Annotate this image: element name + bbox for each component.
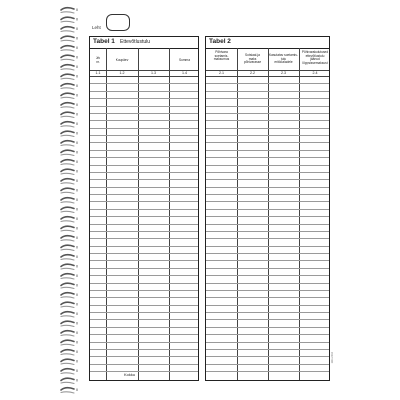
spiral-ring: [61, 350, 78, 355]
table-row-line: [206, 216, 329, 217]
table-row-line: [90, 142, 198, 143]
spiral-ring: [61, 131, 78, 136]
table-row-line: [206, 356, 329, 357]
table-2-header-1: Põhivara soetamis- maksumus: [213, 50, 230, 62]
spiral-ring: [61, 112, 78, 117]
table-row-line: [206, 371, 329, 372]
table-row-line: [206, 106, 329, 107]
table-row-line: [90, 364, 198, 365]
table-1-numbers-separator: [90, 76, 198, 77]
spiral-ring: [61, 236, 78, 241]
spiral-ring: [61, 302, 78, 307]
table-row-line: [206, 150, 329, 151]
spiral-ring: [61, 65, 78, 70]
spiral-ring: [61, 226, 78, 231]
table-row-line: [206, 327, 329, 328]
table-row-line: [90, 334, 198, 335]
table-1: [89, 36, 199, 381]
table-2-col-number: 2.4: [312, 71, 318, 75]
table-row-line: [206, 290, 329, 291]
spiral-ring: [61, 46, 78, 51]
spiral-ring: [61, 8, 78, 13]
spiral-ring: [61, 169, 78, 174]
table-row-line: [206, 275, 329, 276]
table-row-line: [90, 297, 198, 298]
table-1-col-number: 1.1: [95, 71, 101, 75]
table-row-line: [90, 194, 198, 195]
spiral-ring: [61, 293, 78, 298]
table-row-line: [90, 224, 198, 225]
table-row-line: [90, 312, 198, 313]
table-row-line: [90, 120, 198, 121]
spiral-ring: [61, 36, 78, 41]
table-row-line: [90, 275, 198, 276]
spiral-ring: [61, 55, 78, 60]
table-2-numbers-separator: [206, 76, 329, 77]
table-row-line: [206, 128, 329, 129]
table-row-line: [206, 209, 329, 210]
table-2-col-number: 2.3: [281, 71, 286, 75]
table-row-line: [206, 260, 329, 261]
table-1-total-label: Kokku: [124, 372, 136, 377]
table-row-line: [90, 253, 198, 254]
table-row-line: [206, 194, 329, 195]
table-row-line: [206, 231, 329, 232]
table-row-line: [90, 268, 198, 269]
table-row-line: [90, 305, 198, 306]
table-row-line: [206, 268, 329, 269]
table-row-line: [206, 135, 329, 136]
table-row-line: [206, 238, 329, 239]
table-1-col-number: 1.4: [182, 71, 187, 75]
table-row-line: [90, 106, 198, 107]
spiral-ring: [61, 255, 78, 260]
table-row-line: [90, 128, 198, 129]
table-row-line: [90, 172, 198, 173]
table-row-line: [206, 142, 329, 143]
spiral-ring: [61, 369, 78, 374]
table-row-line: [90, 91, 198, 92]
table-row-line: [206, 224, 329, 225]
table-2-col-number: 2.1: [219, 71, 224, 75]
table-row-line: [206, 283, 329, 284]
table-row-line: [90, 209, 198, 210]
table-row-line: [206, 349, 329, 350]
spiral-ring: [61, 84, 78, 89]
spiral-ring: [61, 207, 78, 212]
form-code: 1111-2012: [331, 352, 334, 364]
table-row-line: [206, 83, 329, 84]
table-row-line: [90, 113, 198, 114]
table-row-line: [90, 342, 198, 343]
table-1-col-number: 1.3: [151, 71, 156, 75]
spiral-ring: [61, 312, 78, 317]
spiral-ring: [61, 74, 78, 79]
table-row-line: [90, 238, 198, 239]
table-row-line: [90, 260, 198, 261]
table-row-line: [90, 327, 198, 328]
table-1-col-number: 1.2: [119, 71, 125, 75]
table-row-line: [90, 135, 198, 136]
spiral-ring: [61, 340, 78, 345]
table-row-line: [90, 371, 198, 372]
spiral-ring: [61, 188, 78, 193]
table-row-line: [90, 201, 198, 202]
spiral-ring: [61, 331, 78, 336]
table-row-line: [90, 157, 198, 158]
table-row-line: [206, 165, 329, 166]
spiral-ring: [61, 274, 78, 279]
spiral-ring: [61, 283, 78, 288]
table-2: [205, 36, 330, 381]
table-1-header-kuupaev: Kuupäev: [115, 58, 129, 62]
table-row-line: [90, 319, 198, 320]
table-2-header-4: Põhivarakulutused ettevõtlustulu jäänud lõppsissemaksust: [301, 50, 329, 65]
spiral-ring: [61, 264, 78, 269]
table-row-line: [206, 319, 329, 320]
table-row-line: [90, 165, 198, 166]
table-2-label: Tabel 2: [209, 38, 231, 45]
table-1-header-summa: Summa: [179, 58, 190, 62]
spiral-ring: [61, 150, 78, 155]
table-1-title: Ettevõtlustulu: [120, 39, 151, 45]
table-row-line: [90, 98, 198, 99]
spiral-ring: [61, 160, 78, 165]
table-row-line: [90, 290, 198, 291]
table-row-line: [206, 246, 329, 247]
page-number-box[interactable]: [106, 14, 130, 31]
table-row-line: [206, 312, 329, 313]
table-2-header-3: Kasutatav soetamis- tulu eritööaladele: [269, 53, 298, 65]
spiral-ring: [61, 179, 78, 184]
spiral-ring: [61, 321, 78, 326]
table-row-line: [206, 342, 329, 343]
table-row-line: [90, 83, 198, 84]
spiral-binding: [0, 0, 80, 400]
table-row-line: [206, 113, 329, 114]
spiral-ring: [61, 141, 78, 146]
spiral-ring: [61, 217, 78, 222]
spiral-ring: [61, 388, 78, 393]
spiral-ring: [61, 17, 78, 22]
table-row-line: [206, 98, 329, 99]
table-row-line: [206, 120, 329, 121]
spiral-ring: [61, 198, 78, 203]
table-1-label: Tabel 1: [93, 38, 115, 45]
spiral-ring: [61, 27, 78, 32]
table-row-line: [206, 91, 329, 92]
table-row-line: [206, 297, 329, 298]
table-row-line: [206, 305, 329, 306]
table-row-line: [206, 364, 329, 365]
table-1-header-jrk: Jrk nr.: [95, 56, 101, 64]
table-row-line: [206, 334, 329, 335]
table-row-line: [90, 356, 198, 357]
spiral-ring: [61, 378, 78, 383]
table-2-col-number: 2.2: [250, 71, 255, 75]
table-row-line: [90, 150, 198, 151]
table-row-line: [90, 179, 198, 180]
page-number-label: Leht: [92, 25, 101, 30]
table-row-line: [90, 216, 198, 217]
table-row-line: [90, 246, 198, 247]
table-2-header-2: Sotsiaal-ja maks põhivarasse: [243, 53, 262, 65]
spiral-ring: [61, 103, 78, 108]
table-row-line: [206, 201, 329, 202]
table-row-line: [206, 157, 329, 158]
spiral-ring: [61, 122, 78, 127]
table-row-line: [206, 179, 329, 180]
table-row-line: [90, 231, 198, 232]
table-row-line: [206, 253, 329, 254]
table-row-line: [90, 187, 198, 188]
table-row-line: [206, 172, 329, 173]
table-row-line: [90, 283, 198, 284]
spiral-ring: [61, 245, 78, 250]
spiral-ring: [61, 359, 78, 364]
table-row-line: [206, 187, 329, 188]
table-row-line: [90, 349, 198, 350]
spiral-ring: [61, 93, 78, 98]
